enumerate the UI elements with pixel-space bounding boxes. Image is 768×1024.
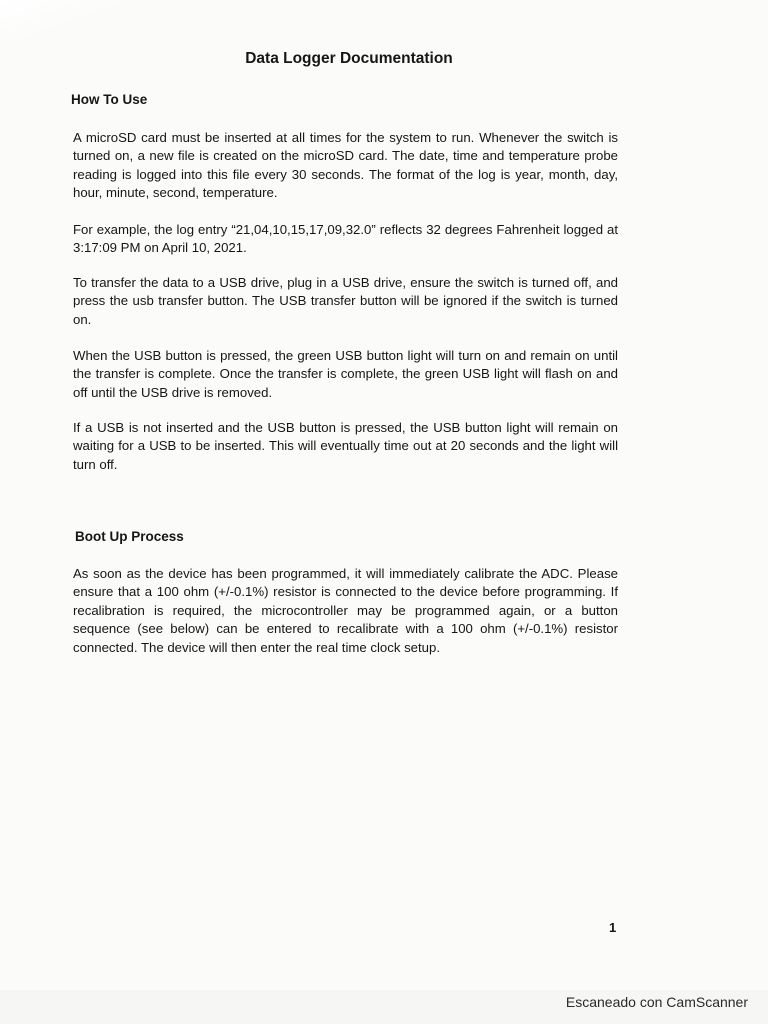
document-title: Data Logger Documentation	[245, 50, 453, 67]
section-heading-boot-up-process: Boot Up Process	[75, 529, 184, 544]
section-heading-how-to-use: How To Use	[71, 92, 148, 107]
paragraph-microsd-requirement: A microSD card must be inserted at all times for the system to run. Whenever the switch is turned on, a new file is created on the microSD card. The date, time and temperature probe reading is logged into this file every 30 seconds. The format of the log is year, month, day, hour, minute, second, temperature.	[73, 130, 618, 201]
paragraph-usb-timeout: If a USB is not inserted and the USB button is pressed, the USB button light will remain on waiting for a USB to be inserted. This will eventually time out at 20 seconds and the light will turn off.	[73, 420, 618, 472]
page-corner-fold	[0, 0, 120, 40]
paragraph-usb-transfer: To transfer the data to a USB drive, plug in a USB drive, ensure the switch is turned off, and press the usb transfer button. The USB transfer button will be ignored if the switch is turned on.	[73, 275, 618, 327]
scanner-watermark: Escaneado con CamScanner	[565, 994, 748, 1010]
paragraph-log-example: For example, the log entry “21,04,10,15,17,09,32.0” reflects 32 degrees Fahrenheit logged at 3:17:09 PM on April 10, 2021.	[73, 222, 618, 256]
paragraph-usb-light: When the USB button is pressed, the green USB button light will turn on and remain on until the transfer is complete. Once the transfer is complete, the green USB light will flash on and off until the USB drive is removed.	[73, 348, 618, 400]
page-number: 1	[609, 920, 617, 935]
paragraph-boot-up-calibration: As soon as the device has been programmed, it will immediately calibrate the ADC. Please ensure that a 100 ohm (+/-0.1%) resistor is connected to the device before programming. If recalibration is required, the microcontroller may be programmed again, or a button sequence (see below) can be entered to recalibrate with a 100 ohm (+/-0.1%) resistor connected. The device will then enter the real time clock setup.	[73, 566, 618, 655]
